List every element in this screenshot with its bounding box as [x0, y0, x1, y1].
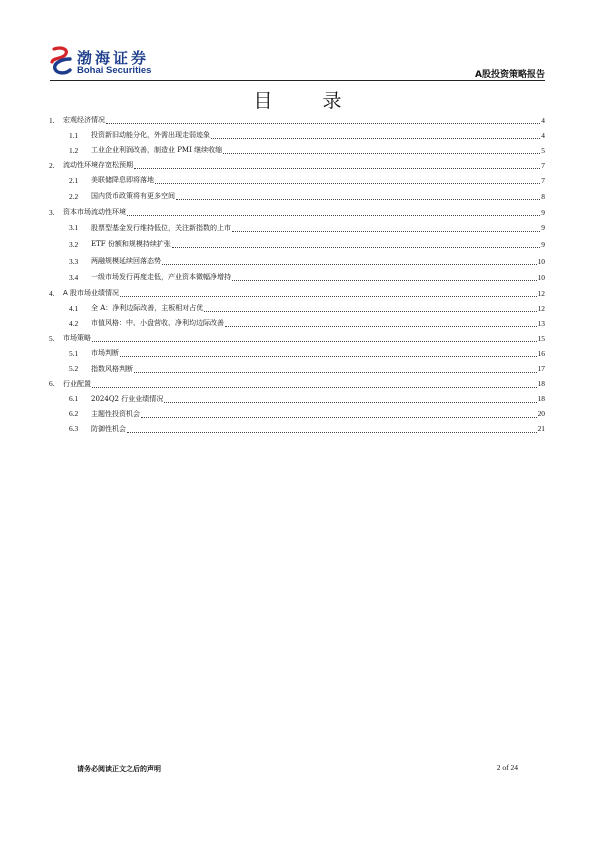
- toc-text: 资本市场流动性环境: [63, 207, 126, 216]
- toc-page: 15: [537, 334, 545, 344]
- toc-entry[interactable]: [49, 422, 545, 437]
- toc-page: 20: [537, 409, 545, 419]
- toc-entry[interactable]: [49, 286, 545, 301]
- toc-text: 行业配置: [63, 379, 91, 388]
- toc-leader: [155, 183, 540, 184]
- toc-entry[interactable]: [49, 331, 545, 346]
- toc-page: 9: [541, 223, 545, 233]
- toc-entry[interactable]: [49, 236, 545, 253]
- toc-entry[interactable]: [49, 377, 545, 392]
- toc-entry[interactable]: [49, 270, 545, 287]
- toc-page: 7: [541, 160, 545, 170]
- toc-title: 目 录: [253, 90, 364, 112]
- header-divider: [50, 80, 545, 81]
- toc-leader: [172, 247, 540, 248]
- toc-leader: [134, 168, 540, 169]
- bohai-logo: [50, 46, 190, 78]
- toc-entry[interactable]: [49, 253, 545, 270]
- toc-page: 4: [541, 130, 545, 140]
- toc-text: 市场判断: [91, 349, 119, 358]
- toc-leader: [232, 280, 537, 281]
- table-of-contents: [49, 113, 545, 437]
- toc-number: 6.: [49, 379, 55, 389]
- toc-number: 3.: [49, 207, 55, 217]
- toc-text: 防御性机会: [91, 424, 126, 433]
- toc-entry[interactable]: [49, 205, 545, 220]
- toc-number: 6.1: [69, 394, 79, 404]
- toc-text: 美联储降息即将落地: [91, 176, 154, 185]
- logo-english-name: Bohai Securities: [77, 65, 152, 76]
- toc-number: 4.1: [69, 304, 79, 314]
- toc-leader: [211, 138, 540, 139]
- toc-leader: [120, 296, 537, 297]
- toc-text: 市值风格：中、小盘营收、净利均边际改善: [91, 319, 224, 328]
- toc-number: 6.2: [69, 409, 79, 419]
- toc-page: 12: [537, 304, 545, 314]
- footer-disclaimer: 请务必阅读正文之后的声明: [77, 765, 161, 773]
- toc-entry[interactable]: [49, 173, 545, 188]
- toc-leader: [162, 264, 537, 265]
- toc-leader: [141, 417, 537, 418]
- toc-text: 一级市场发行再度走低，产业资本微幅净增持: [91, 273, 231, 282]
- toc-leader: [134, 372, 537, 373]
- toc-leader: [127, 432, 537, 433]
- toc-text: 股票型基金发行维持低位，关注新指数的上市: [91, 223, 231, 232]
- toc-text: 全 A：净利边际改善，主板相对占优: [91, 304, 204, 313]
- toc-page: 9: [541, 240, 545, 250]
- toc-leader: [223, 153, 540, 154]
- toc-number: 2.2: [69, 191, 79, 201]
- toc-page: 5: [541, 145, 545, 155]
- toc-number: 5.: [49, 334, 55, 344]
- toc-leader: [225, 326, 537, 327]
- toc-number: 5.2: [69, 364, 79, 374]
- toc-page: 18: [537, 379, 545, 389]
- toc-page: 18: [537, 394, 545, 404]
- toc-entry[interactable]: [49, 346, 545, 361]
- toc-entry[interactable]: [49, 407, 545, 422]
- toc-leader: [92, 341, 537, 342]
- toc-text: 宏观经济情况: [63, 116, 105, 125]
- toc-page: 12: [537, 289, 545, 299]
- toc-text: 工业企业利润改善，制造业 PMI 继续收缩: [91, 146, 223, 155]
- toc-number: 4.2: [69, 319, 79, 329]
- toc-number: 3.1: [69, 223, 79, 233]
- toc-number: 3.4: [69, 273, 79, 283]
- logo-chinese-name: 渤海证券: [77, 49, 150, 67]
- toc-leader: [106, 123, 540, 124]
- toc-page: 7: [541, 176, 545, 185]
- toc-page: 10: [537, 256, 545, 266]
- toc-number: 1.1: [69, 130, 79, 140]
- toc-number: 1.2: [69, 145, 79, 155]
- toc-number: 2.: [49, 160, 55, 170]
- toc-page: 21: [537, 424, 545, 434]
- toc-entry[interactable]: [49, 158, 545, 173]
- toc-number: 1.: [49, 115, 55, 125]
- toc-page: 17: [537, 364, 545, 374]
- bohai-logo-icon: [50, 46, 72, 76]
- toc-leader: [204, 311, 536, 312]
- toc-text: 市场策略: [63, 334, 91, 343]
- toc-text: 指数风格判断: [91, 364, 133, 373]
- toc-entry[interactable]: [49, 361, 545, 376]
- toc-leader: [92, 387, 537, 388]
- toc-text: 流动性环境存宽松预期: [63, 161, 133, 170]
- toc-entry[interactable]: [49, 301, 545, 316]
- toc-number: 4.: [49, 289, 55, 299]
- toc-entry[interactable]: [49, 143, 545, 158]
- toc-leader: [127, 215, 540, 216]
- report-type-label: A股投资策略报告: [475, 70, 545, 80]
- toc-page: 13: [537, 319, 545, 329]
- toc-entry[interactable]: [49, 316, 545, 331]
- toc-page: 8: [541, 191, 545, 201]
- toc-page: 9: [541, 207, 545, 217]
- toc-number: 3.3: [69, 256, 79, 266]
- toc-leader: [176, 199, 540, 200]
- toc-entry[interactable]: [49, 392, 545, 407]
- toc-page: 16: [537, 349, 545, 359]
- toc-leader: [232, 231, 540, 232]
- toc-page: 4: [541, 115, 545, 125]
- toc-number: 3.2: [69, 240, 79, 250]
- toc-text: ETF 份额和规模持续扩张: [91, 240, 171, 249]
- toc-leader: [120, 356, 537, 357]
- toc-entry[interactable]: [49, 220, 545, 237]
- toc-text: 投资新旧动能分化，外需出现走弱迹象: [91, 131, 210, 140]
- toc-leader: [164, 402, 536, 403]
- toc-entry[interactable]: [49, 188, 545, 205]
- page-indicator: 2 of 24: [496, 763, 518, 772]
- toc-text: 主题性投资机会: [91, 409, 140, 418]
- toc-page: 10: [537, 273, 545, 283]
- toc-number: 5.1: [69, 349, 79, 359]
- toc-text: 国内货币政策将有更多空间: [91, 192, 175, 201]
- toc-text: 两融规模延续回落态势: [91, 256, 161, 265]
- toc-number: 6.3: [69, 424, 79, 434]
- toc-text: 2024Q2 行业业绩情况: [91, 394, 164, 403]
- toc-number: 2.1: [69, 176, 79, 185]
- toc-text: A 股市场业绩情况: [63, 289, 120, 298]
- toc-entry[interactable]: [49, 113, 545, 128]
- toc-entry[interactable]: [49, 128, 545, 143]
